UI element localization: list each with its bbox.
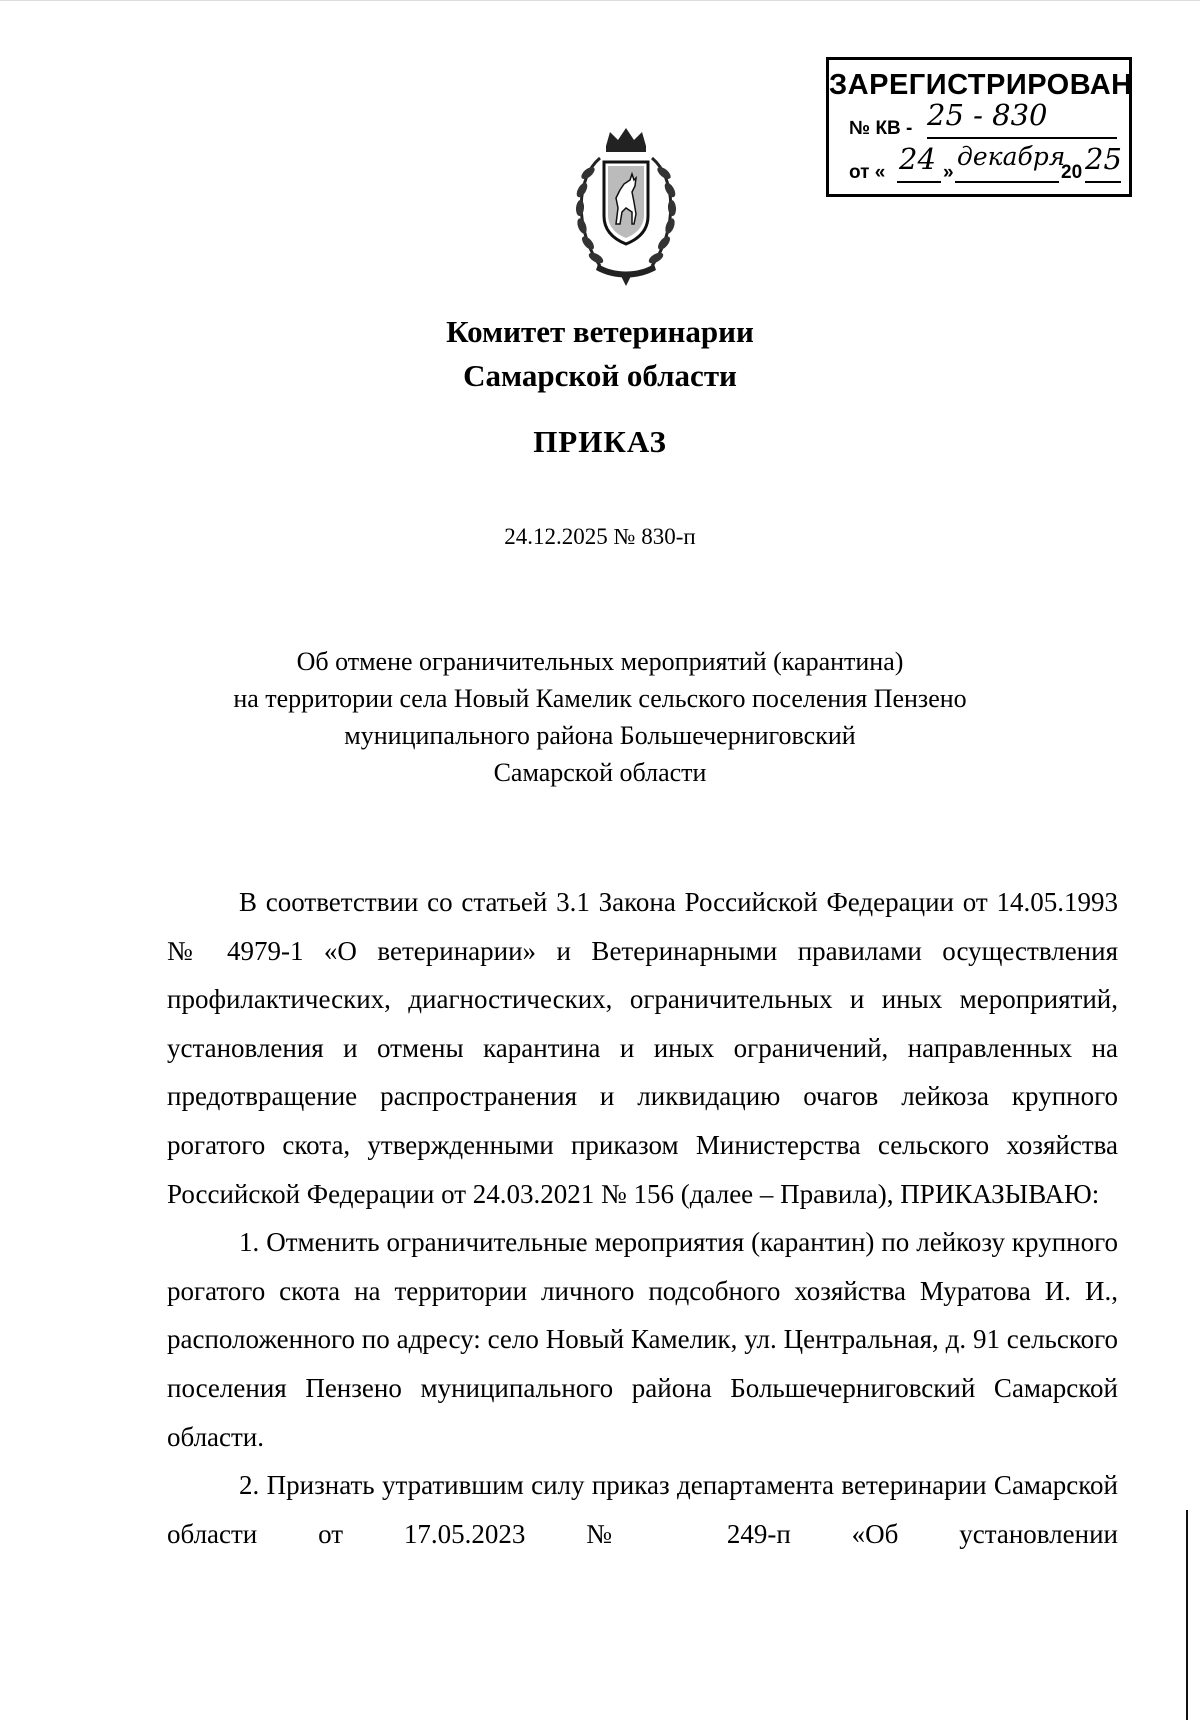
stamp-month-handwritten: декабря: [957, 142, 1066, 171]
document-date-number: 24.12.2025 № 830-п: [504, 524, 696, 549]
scan-edge-right: [1186, 1510, 1188, 1720]
order-item-2: 2. Признать утратившим силу приказ департамента ветеринарии Самарской области от 17.05.2023 № 249-п «Об установлении: [167, 1470, 1118, 1549]
scan-edge-top: [0, 0, 1200, 1]
subject-line-4: Самарской области: [493, 758, 707, 787]
document-body: [167, 878, 1118, 1558]
document-type: ПРИКАЗ: [533, 424, 667, 459]
stamp-date-label: от «: [849, 162, 886, 183]
samara-coat-of-arms-icon: [570, 128, 682, 286]
subject-line-3: муниципального района Большечерниговский: [344, 721, 856, 750]
org-line-2: Самарской области: [463, 358, 737, 393]
stamp-year-handwritten: 25: [1085, 142, 1122, 176]
stamp-number-underline: [927, 137, 1117, 139]
stamp-year-underline: [1085, 181, 1121, 183]
order-item-1: 1. Отменить ограничительные мероприятия (карантин) по лейкозу крупного рогатого скота на территории личного подсобного хозяйства Муратова И. И., расположенного по адресу: село Новый Камелик, ул. Центральная, д. 91 сельского поселения Пензено муниципального района Большечерниговский Самарской области.: [167, 1227, 1118, 1452]
stamp-day-handwritten: 24: [899, 142, 936, 176]
issuing-organization: [0, 310, 1200, 398]
stamp-number-handwritten: 25 - 830: [927, 98, 1048, 132]
stamp-number-label: № КВ -: [849, 118, 913, 139]
stamp-date-mid: »: [943, 162, 954, 183]
registration-stamp: [826, 57, 1132, 197]
stamp-year-prefix: 20: [1061, 162, 1083, 183]
stamp-title: ЗАРЕГИСТРИРОВАН: [829, 69, 1133, 101]
subject-line-2: на территории села Новый Камелик сельского поселения Пензено: [233, 684, 967, 713]
subject-line-1: Об отмене ограничительных мероприятий (карантина): [296, 647, 904, 676]
preamble-paragraph: В соответствии со статьей 3.1 Закона Российской Федерации от 14.05.1993 № 4979-1 «О ветеринарии» и Ветеринарными правилами осуществления профилактических, диагностических, ограничительных и иных мероприятий, установления и отмены карантина и иных ограничений, направленных на предотвращение распространения и ликвидацию очагов лейкоза крупного рогатого скота, утвержденными приказом Министерства сельского хозяйства Российской Федерации от 24.03.2021 № 156 (далее – Правила), ПРИКАЗЫВАЮ:: [167, 887, 1118, 1209]
stamp-month-underline: [955, 181, 1059, 183]
stamp-day-underline: [897, 181, 941, 183]
org-line-1: Комитет ветеринарии: [446, 314, 754, 349]
document-subject: [0, 643, 1200, 791]
